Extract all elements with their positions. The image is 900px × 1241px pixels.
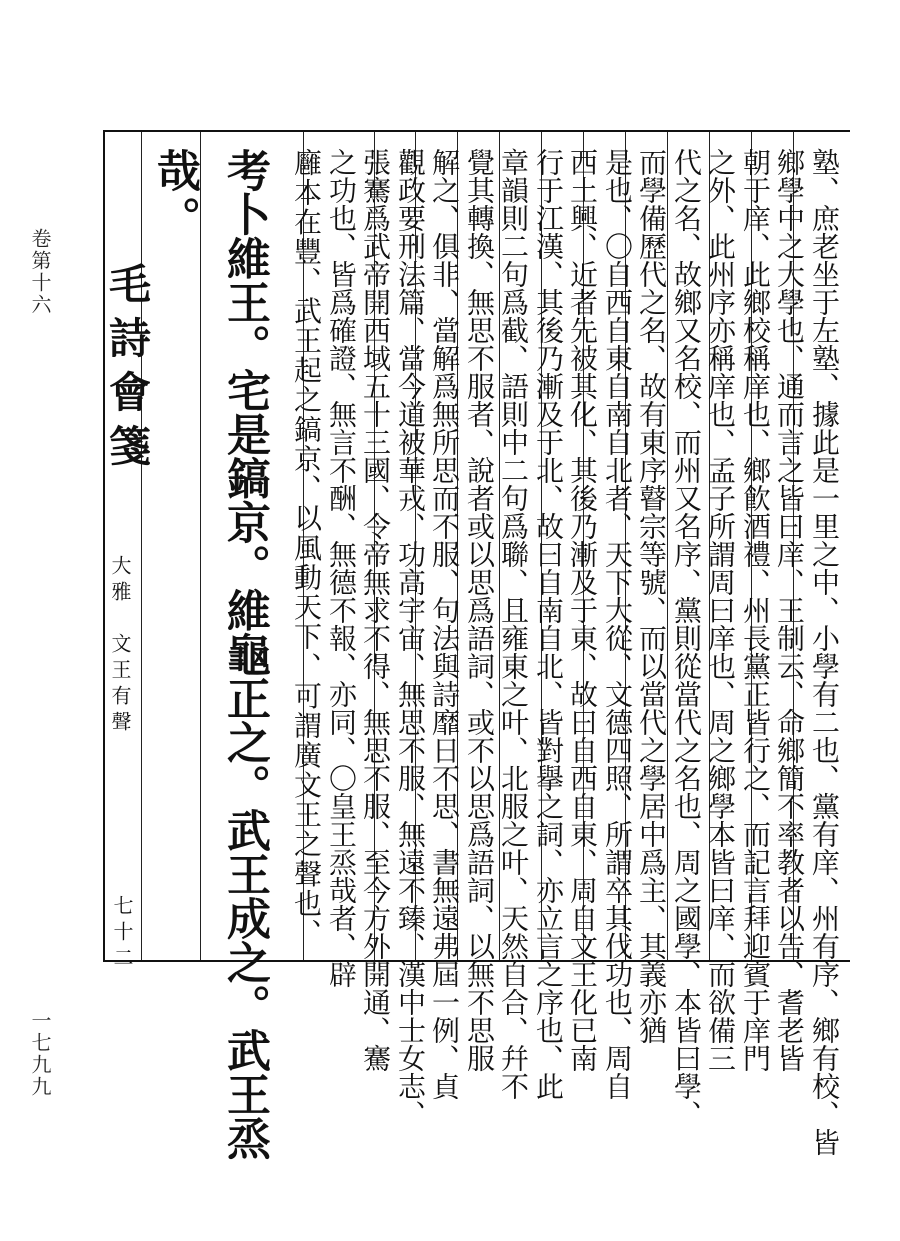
column: 觀政要刑法篇、當今道被華戎、功高宇宙、無思不服、無遠不臻、漢中士女志、 bbox=[394, 148, 427, 1128]
main-text-column: 考卜維王。宅是鎬京。維龜正之。武王成之。武王烝 bbox=[219, 148, 270, 1160]
section-label: 大雅 文王有聲 bbox=[108, 555, 132, 737]
column: 代之名、故鄉又名校、而州又名序、黨則從當代之名也、周之國學、本皆曰學、 bbox=[670, 148, 703, 1128]
book-title: 毛詩會箋 bbox=[103, 262, 152, 478]
volume-label: 卷第十六 bbox=[28, 228, 52, 316]
column: 是也、〇自西自東自南自北者、天下大從、文德四照、所謂卒其伐功也、周自 bbox=[601, 148, 634, 1100]
column: 朝于庠、此鄉校稱庠也、鄉飮酒禮、州長黨正皆行之、而記言拜迎賓于庠門 bbox=[739, 148, 772, 1072]
leaf-number: 七十二 bbox=[110, 895, 134, 973]
column: 覺其轉換、無思不服者、說者或以思爲語詞、或不以思爲語詞、以無不思服 bbox=[463, 148, 496, 1072]
frame-rule bbox=[141, 132, 142, 960]
page-number: 一七九九 bbox=[28, 1010, 52, 1098]
column: 章韻則二句爲截、語則中二句爲聯、且雍東之叶、北服之叶、天然自合、幷不 bbox=[497, 148, 530, 1100]
column: 解之、俱非、當解爲無所思而不服、句法與詩靡日不思、書無遠弗屆一例、貞 bbox=[428, 148, 461, 1100]
column: 之外、此州序亦稱庠也、孟子所謂周曰庠也、周之鄉學本皆曰庠、而欲備三 bbox=[704, 148, 737, 1072]
column: 廱本在豐、武王起之鎬京、以風動天下、可謂廣文王之聲也、 bbox=[290, 148, 323, 949]
column: 行于江漢、其後乃漸及于北、故曰自南自北、皆對擧之詞、亦立言之序也、此 bbox=[532, 148, 565, 1100]
column: 塾、庶老坐于左塾、據此是一里之中、小學有二也、黨有庠、州有序、鄉有校、皆 bbox=[808, 148, 841, 1156]
column: 而學備歷代之名、故有東序瞽宗等號、而以當代之學居中爲主、其義亦猶 bbox=[635, 148, 668, 1044]
column: 西土興、近者先被其化、其後乃漸及于東、故曰自西自東、周自文王化已南 bbox=[566, 148, 599, 1072]
column: 之功也、皆爲確證、無言不酬、無德不報、亦同、〇皇王烝哉者、辟 bbox=[325, 148, 358, 988]
main-text-column: 哉。 bbox=[149, 148, 200, 244]
frame-rule bbox=[200, 132, 201, 960]
column: 張騫爲武帝開西域五十三國、令帝無求不得、無思不服、至今方外開通、騫 bbox=[359, 148, 392, 1072]
column: 鄉學中之大學也、通而言之皆曰庠、王制云、命鄉簡不率教者以告、耆老皆 bbox=[773, 148, 806, 1072]
